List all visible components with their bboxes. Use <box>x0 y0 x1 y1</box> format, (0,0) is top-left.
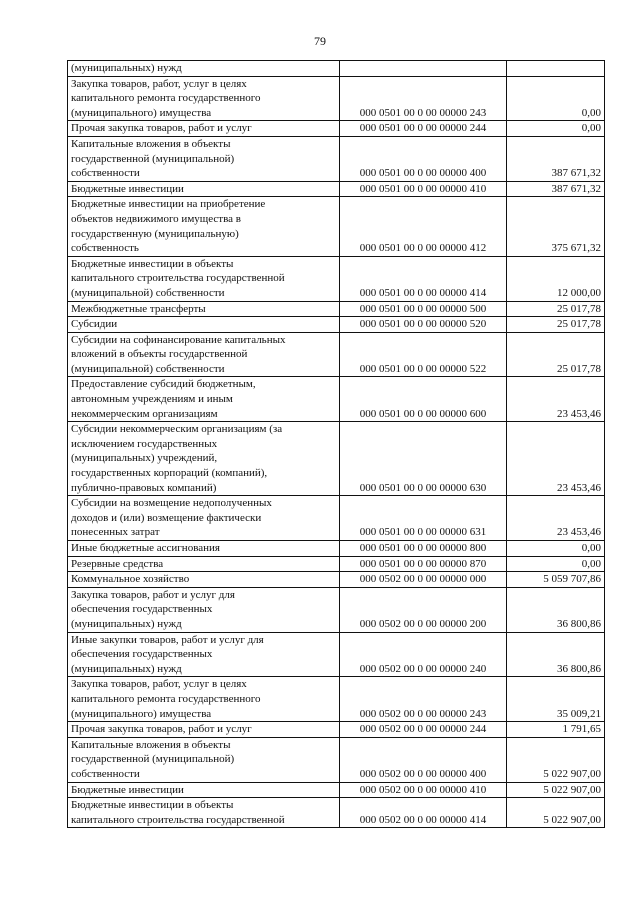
row-sum-cell <box>507 61 605 77</box>
table-row <box>68 136 605 181</box>
table-row <box>68 317 605 333</box>
row-name-cell: Субсидии на возмещение недополученных доходов и (или) возмещение фактически понесенных затрат <box>68 496 340 541</box>
row-name-cell: Закупка товаров, работ и услуг для обеспечения государственных (муниципальных) нужд <box>68 587 340 632</box>
row-code-cell: 000 0501 00 0 00 00000 631 <box>340 496 507 541</box>
row-name-cell: Бюджетные инвестиции в объекты капитального строительства государственной <box>68 798 340 828</box>
row-sum-cell: 25 017,78 <box>507 332 605 377</box>
row-code-cell: 000 0502 00 0 00 00000 400 <box>340 737 507 782</box>
row-sum-cell: 5 022 907,00 <box>507 798 605 828</box>
row-code-cell: 000 0501 00 0 00 00000 412 <box>340 197 507 256</box>
row-code-cell: 000 0501 00 0 00 00000 600 <box>340 377 507 422</box>
row-code-cell: 000 0501 00 0 00 00000 400 <box>340 136 507 181</box>
row-code-cell: 000 0501 00 0 00 00000 800 <box>340 541 507 557</box>
row-name-cell: Закупка товаров, работ, услуг в целях капитального ремонта государственного (муниципального) имущества <box>68 677 340 722</box>
table-row <box>68 181 605 197</box>
table-row <box>68 572 605 588</box>
budget-table-body <box>68 61 605 828</box>
row-name-cell: Прочая закупка товаров, работ и услуг <box>68 121 340 137</box>
row-sum-cell: 25 017,78 <box>507 317 605 333</box>
row-code-cell: 000 0502 00 0 00 00000 240 <box>340 632 507 677</box>
row-name-cell: (муниципальных) нужд <box>68 61 340 77</box>
row-sum-cell: 36 800,86 <box>507 632 605 677</box>
row-name-cell: Субсидии на софинансирование капитальных вложений в объекты государственной (муниципальной) собственности <box>68 332 340 377</box>
row-sum-cell: 5 059 707,86 <box>507 572 605 588</box>
table-row <box>68 496 605 541</box>
table-row <box>68 677 605 722</box>
row-code-cell: 000 0502 00 0 00 00000 410 <box>340 782 507 798</box>
table-row <box>68 541 605 557</box>
row-sum-cell: 387 671,32 <box>507 181 605 197</box>
table-row <box>68 737 605 782</box>
row-code-cell: 000 0501 00 0 00 00000 500 <box>340 301 507 317</box>
row-sum-cell: 0,00 <box>507 541 605 557</box>
row-sum-cell: 12 000,00 <box>507 256 605 301</box>
row-name-cell: Коммунальное хозяйство <box>68 572 340 588</box>
row-sum-cell: 387 671,32 <box>507 136 605 181</box>
table-row <box>68 301 605 317</box>
row-code-cell: 000 0501 00 0 00 00000 870 <box>340 556 507 572</box>
table-row <box>68 587 605 632</box>
row-sum-cell: 36 800,86 <box>507 587 605 632</box>
row-name-cell: Бюджетные инвестиции <box>68 782 340 798</box>
row-sum-cell: 0,00 <box>507 556 605 572</box>
row-sum-cell: 0,00 <box>507 76 605 121</box>
row-sum-cell: 23 453,46 <box>507 377 605 422</box>
row-name-cell: Бюджетные инвестиции в объекты капитального строительства государственной (муниципальной) собственности <box>68 256 340 301</box>
table-row <box>68 197 605 256</box>
row-name-cell: Закупка товаров, работ, услуг в целях капитального ремонта государственного (муниципального) имущества <box>68 76 340 121</box>
table-row <box>68 377 605 422</box>
table-row <box>68 798 605 828</box>
table-row <box>68 556 605 572</box>
row-code-cell <box>340 61 507 77</box>
row-name-cell: Предоставление субсидий бюджетным, автономным учреждениям и иным некоммерческим организациям <box>68 377 340 422</box>
row-sum-cell: 5 022 907,00 <box>507 737 605 782</box>
table-row <box>68 61 605 77</box>
row-sum-cell: 1 791,65 <box>507 722 605 738</box>
row-sum-cell: 5 022 907,00 <box>507 782 605 798</box>
row-sum-cell: 23 453,46 <box>507 422 605 496</box>
row-name-cell: Иные бюджетные ассигнования <box>68 541 340 557</box>
table-row <box>68 332 605 377</box>
row-code-cell: 000 0502 00 0 00 00000 000 <box>340 572 507 588</box>
row-name-cell: Иные закупки товаров, работ и услуг для обеспечения государственных (муниципальных) нужд <box>68 632 340 677</box>
table-row <box>68 256 605 301</box>
table-row <box>68 76 605 121</box>
row-code-cell: 000 0501 00 0 00 00000 522 <box>340 332 507 377</box>
row-sum-cell: 23 453,46 <box>507 496 605 541</box>
budget-table <box>67 60 605 828</box>
row-sum-cell: 25 017,78 <box>507 301 605 317</box>
row-name-cell: Прочая закупка товаров, работ и услуг <box>68 722 340 738</box>
row-code-cell: 000 0501 00 0 00 00000 630 <box>340 422 507 496</box>
row-sum-cell: 35 009,21 <box>507 677 605 722</box>
row-code-cell: 000 0501 00 0 00 00000 414 <box>340 256 507 301</box>
table-row <box>68 782 605 798</box>
row-code-cell: 000 0502 00 0 00 00000 414 <box>340 798 507 828</box>
row-name-cell: Капитальные вложения в объекты государственной (муниципальной) собственности <box>68 136 340 181</box>
row-code-cell: 000 0502 00 0 00 00000 244 <box>340 722 507 738</box>
table-row <box>68 121 605 137</box>
row-code-cell: 000 0501 00 0 00 00000 244 <box>340 121 507 137</box>
row-name-cell: Межбюджетные трансферты <box>68 301 340 317</box>
row-code-cell: 000 0501 00 0 00 00000 243 <box>340 76 507 121</box>
page-number: 79 <box>314 34 326 48</box>
table-row <box>68 632 605 677</box>
row-sum-cell: 0,00 <box>507 121 605 137</box>
row-name-cell: Бюджетные инвестиции <box>68 181 340 197</box>
table-row <box>68 722 605 738</box>
row-name-cell: Бюджетные инвестиции на приобретение объектов недвижимого имущества в государственную (муниципальную) собственность <box>68 197 340 256</box>
row-code-cell: 000 0502 00 0 00 00000 200 <box>340 587 507 632</box>
row-code-cell: 000 0501 00 0 00 00000 520 <box>340 317 507 333</box>
row-name-cell: Капитальные вложения в объекты государственной (муниципальной) собственности <box>68 737 340 782</box>
row-name-cell: Резервные средства <box>68 556 340 572</box>
table-row <box>68 422 605 496</box>
row-code-cell: 000 0501 00 0 00 00000 410 <box>340 181 507 197</box>
row-code-cell: 000 0502 00 0 00 00000 243 <box>340 677 507 722</box>
row-sum-cell: 375 671,32 <box>507 197 605 256</box>
row-name-cell: Субсидии некоммерческим организациям (за исключением государственных (муниципальных) учреждений, государственных корпораций (компаний), публично-правовых компаний) <box>68 422 340 496</box>
row-name-cell: Субсидии <box>68 317 340 333</box>
